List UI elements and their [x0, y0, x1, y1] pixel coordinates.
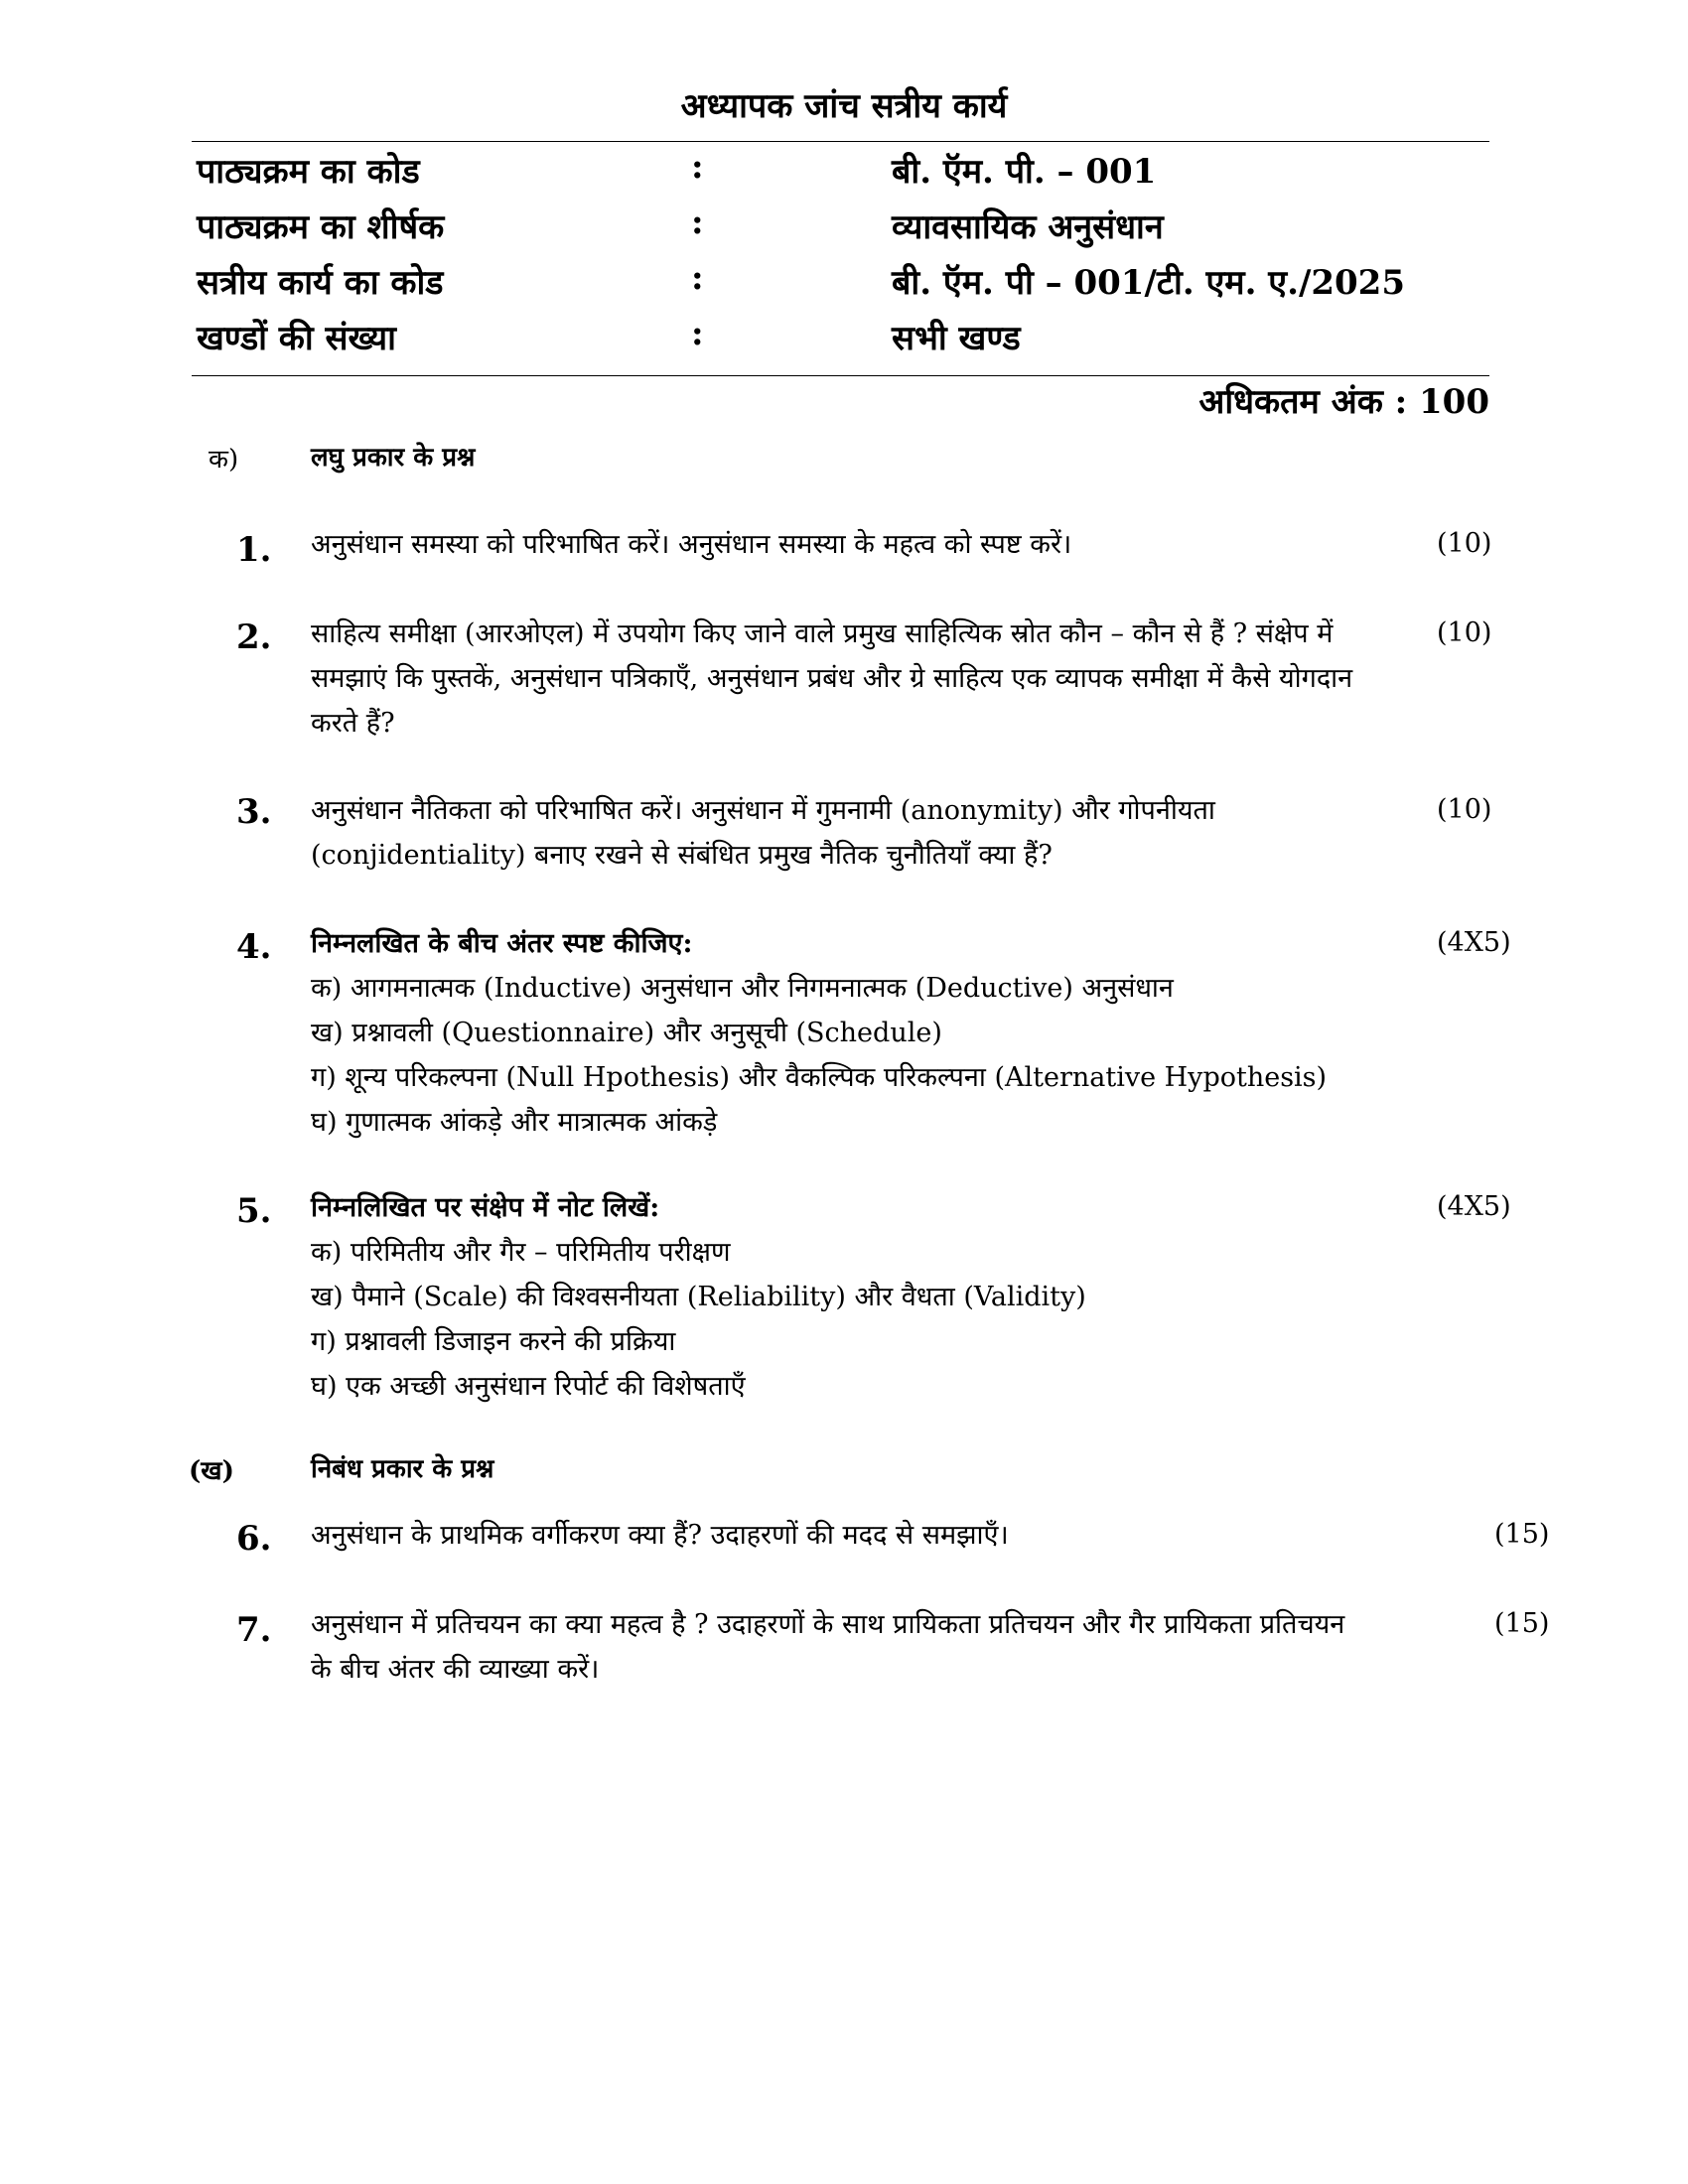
header-colon: : [691, 147, 704, 187]
header-value: बी. ऍम. पी. – 001 [892, 152, 1157, 192]
bottom-divider [192, 375, 1489, 376]
header-label: खण्डों की संख्या [197, 319, 396, 358]
max-marks: अधिकतम अंक : 100 [1198, 382, 1489, 422]
header-label: सत्रीय कार्य का कोड [197, 263, 444, 303]
question-marks: (4X5) [1437, 1191, 1511, 1222]
question-number: 1. [236, 530, 272, 570]
question-line: क) आगमनात्मक (Inductive) अनुसंधान और निगमनात्मक (Deductive) अनुसंधान [311, 973, 1174, 1004]
question-text [311, 1185, 1373, 1409]
question-line: घ) गुणात्मक आंकड़े और मात्रात्मक आंकड़े [311, 1107, 718, 1138]
question-number: 5. [236, 1191, 272, 1231]
header-row-blocks [197, 314, 1487, 363]
question-marks: (10) [1437, 617, 1492, 648]
question-line: अनुसंधान में प्रतिचयन का क्या महत्व है ? उदाहरणों के साथ प्रायिकता प्रतिचयन और गैर प्रायिकता प्रतिचयन [311, 1609, 1345, 1640]
header-label: पाठ्यक्रम का शीर्षक [197, 207, 445, 247]
question-text [311, 921, 1373, 1145]
question-marks: (10) [1437, 528, 1492, 559]
page-title: अध्यापक जांच सत्रीय कार्य [680, 86, 1008, 126]
question-marks: (15) [1494, 1519, 1550, 1550]
question-marks: (10) [1437, 794, 1492, 825]
question-line: घ) एक अच्छी अनुसंधान रिपोर्ट की विशेषताएँ [311, 1371, 746, 1402]
question-lead: निम्नलखित के बीच अंतर स्पष्ट कीजिए: [311, 928, 693, 959]
question-text [311, 788, 1373, 878]
question-text [311, 1602, 1373, 1692]
header-colon: : [691, 203, 704, 242]
header-colon: : [691, 258, 704, 298]
header-value: व्यावसायिक अनुसंधान [892, 207, 1164, 247]
header-row-course-title [197, 203, 1487, 252]
question-line: के बीच अंतर की व्याख्या करें। [311, 1654, 600, 1685]
question-text [311, 1513, 1373, 1558]
question-line: साहित्य समीक्षा (आरओएल) में उपयोग किए जाने वाले प्रमुख साहित्यिक स्रोत कौन – कौन से हैं ? संक्षेप में [311, 618, 1334, 649]
question-lead: निम्नलिखित पर संक्षेप में नोट लिखें: [311, 1192, 660, 1223]
header-colon: : [691, 314, 704, 353]
question-line: क) परिमितीय और गैर – परिमितीय परीक्षण [311, 1237, 731, 1268]
header-value: सभी खण्ड [892, 319, 1021, 358]
section-a-title: लघु प्रकार के प्रश्न [311, 443, 476, 473]
section-b-title: निबंध प्रकार के प्रश्न [311, 1454, 494, 1484]
header-row-assignment-code [197, 258, 1487, 308]
question-line: ग) प्रश्नावली डिजाइन करने की प्रक्रिया [311, 1326, 676, 1357]
question-number: 2. [236, 617, 272, 657]
top-divider [192, 141, 1489, 142]
question-line: करते हैं? [311, 708, 395, 739]
question-line: ख) प्रश्नावली (Questionnaire) और अनुसूची (Schedule) [311, 1018, 942, 1048]
question-line: (conjidentiality) बनाए रखने से संबंधित प्रमुख नैतिक चुनौतियाँ क्या हैं? [311, 840, 1053, 871]
question-line: अनुसंधान नैतिकता को परिभाषित करें। अनुसंधान में गुमनामी (anonymity) और गोपनीयता [311, 795, 1215, 826]
question-marks: (15) [1494, 1608, 1550, 1639]
question-line: अनुसंधान के प्राथमिक वर्गीकरण क्या हैं? उदाहरणों की मदद से समझाएँ। [311, 1520, 1009, 1551]
section-a-mark: क) [209, 445, 239, 475]
header-value: बी. ऍम. पी – 001/टी. एम. ए./2025 [892, 263, 1405, 303]
header-label: पाठ्यक्रम का कोड [197, 152, 420, 192]
question-line: अनुसंधान समस्या को परिभाषित करें। अनुसंधान समस्या के महत्व को स्पष्ट करें। [311, 529, 1072, 560]
question-number: 6. [236, 1519, 272, 1559]
question-text [311, 612, 1373, 746]
question-marks: (4X5) [1437, 927, 1511, 958]
question-line: ग) शून्य परिकल्पना (Null Hpothesis) और वैकल्पिक परिकल्पना (Alternative Hypothesis) [311, 1062, 1328, 1093]
question-number: 4. [236, 927, 272, 967]
question-line: ख) पैमाने (Scale) की विश्वसनीयता (Reliability) और वैधता (Validity) [311, 1282, 1086, 1312]
section-b-mark: (ख) [189, 1456, 234, 1486]
question-number: 7. [236, 1610, 272, 1650]
question-line: समझाएं कि पुस्तकें, अनुसंधान पत्रिकाएँ, अनुसंधान प्रबंध और ग्रे साहित्य एक व्यापक समीक्षा में कैसे योगदान [311, 663, 1353, 694]
question-text [311, 522, 1373, 567]
header-row-course-code [197, 147, 1487, 197]
question-number: 3. [236, 792, 272, 832]
